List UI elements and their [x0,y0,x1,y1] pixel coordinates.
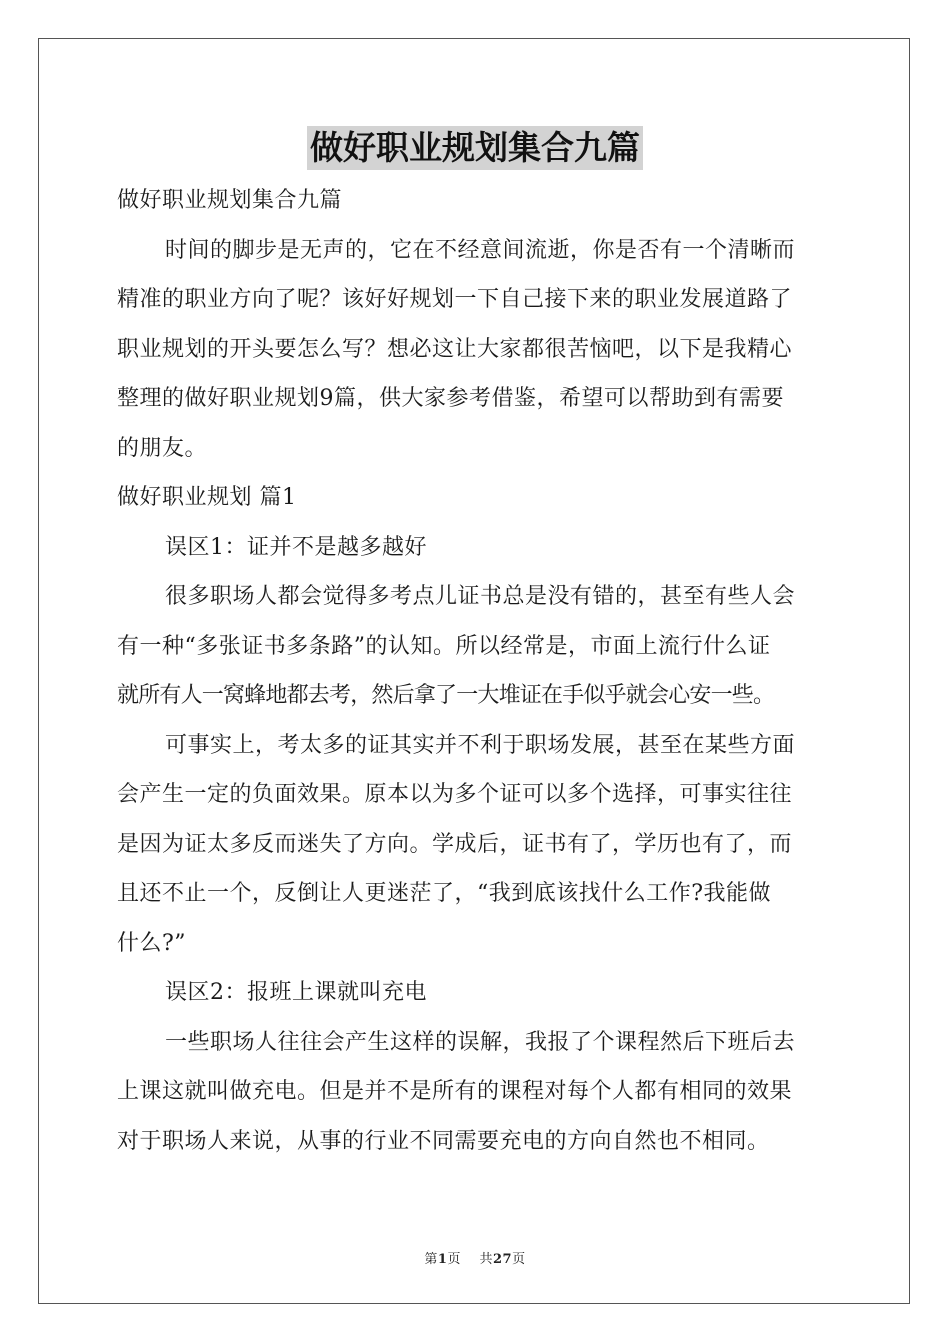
paragraph-line: 时间的脚步是无声的，它在不经意间流逝，你是否有一个清晰而 [165,237,796,263]
paragraph-line: 什么?” [117,930,187,956]
document-title-wrapper [0,126,950,172]
total-pages: 27 [493,1252,513,1267]
paragraph-line: 可事实上，考太多的证其实并不利于职场发展，甚至在某些方面 [165,732,796,758]
paragraph-line: 一些职场人往往会产生这样的误解，我报了个课程然后下班后去 [165,1029,796,1055]
paragraph-line: 有一种“多张证书多条路”的认知。所以经常是，市面上流行什么证 [117,633,771,659]
paragraph-line: 很多职场人都会觉得多考点儿证书总是没有错的，甚至有些人会 [165,584,796,609]
section-heading: 做好职业规划 篇1 [117,485,297,510]
document-title: 做好职业规划集合九篇 [307,126,643,170]
total-prefix: 共 [479,1252,493,1267]
total-suffix: 页 [512,1252,526,1267]
page-footer [0,1248,950,1267]
subheading-line: 误区2：报班上课就叫充电 [165,980,427,1005]
document-body [117,176,837,1166]
subheading-line: 误区1：证并不是越多越好 [165,534,427,560]
paragraph-line: 会产生一定的负面效果。原本以为多个证可以多个选择，可事实往往 [117,782,793,807]
subtitle-line: 做好职业规划集合九篇 [117,188,343,213]
paragraph-line: 的朋友。 [117,435,208,461]
paragraph-line: 整理的做好职业规划9篇，供大家参考借鉴，希望可以帮助到有需要 [117,386,784,411]
paragraph-line: 且还不止一个，反倒让人更迷茫了，“我到底该找什么工作?我能做 [117,881,772,906]
page-number: 1 [437,1252,448,1267]
paragraph-line: 职业规划的开头要怎么写？想必这让大家都很苦恼吧，以下是我精心 [117,336,793,362]
page-prefix: 第 [424,1252,438,1267]
paragraph-line: 上课这就叫做充电。但是并不是所有的课程对每个人都有相同的效果 [117,1079,793,1104]
page-suffix: 页 [447,1252,461,1267]
paragraph-line: 对于职场人来说，从事的行业不同需要充电的方向自然也不相同。 [117,1128,770,1154]
paragraph-line: 是因为证太多反而迷失了方向。学成后，证书有了，学历也有了，而 [117,831,793,857]
paragraph-line: 就所有人一窝蜂地都去考，然后拿了一大堆证在手似乎就会心安一些。 [117,683,775,708]
paragraph-line: 精准的职业方向了呢？该好好规划一下自己接下来的职业发展道路了 [117,287,793,312]
